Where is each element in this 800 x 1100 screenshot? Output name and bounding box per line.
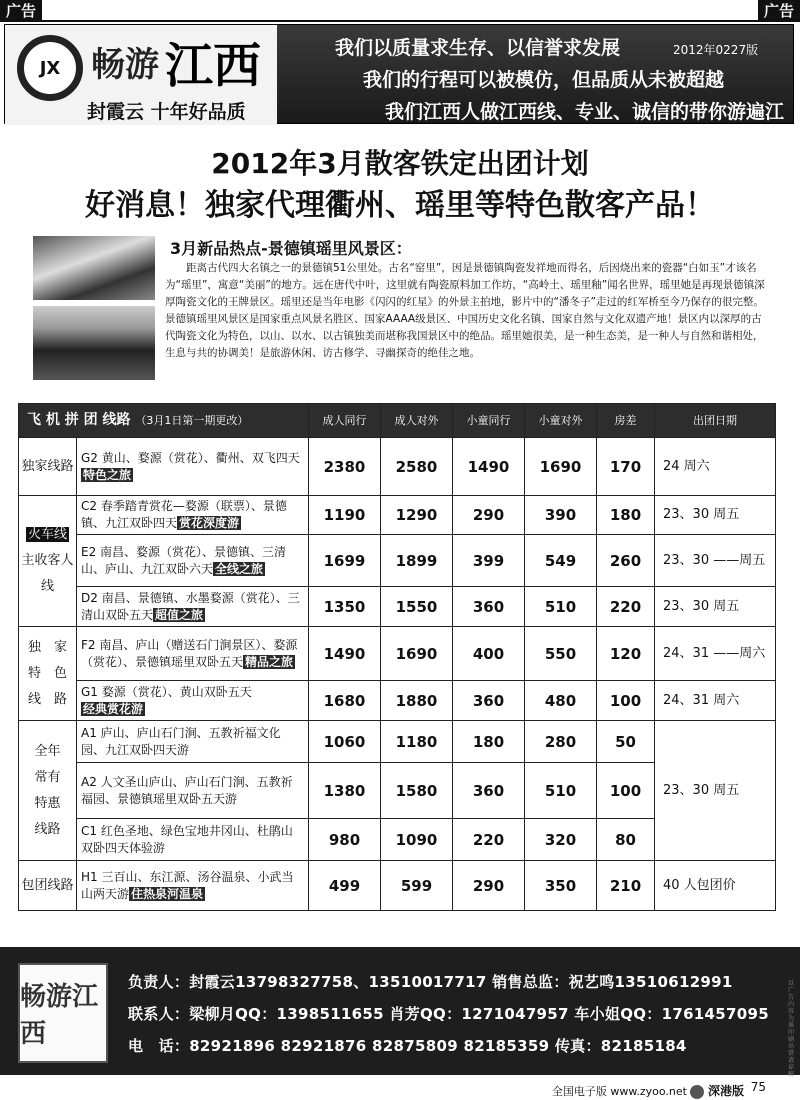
group-year-b: 常有	[34, 769, 61, 785]
route-tag: 精品之旅	[245, 654, 294, 669]
footer-site: 全国电子版 www.zyoo.net	[551, 1085, 687, 1098]
table-row	[19, 496, 776, 535]
route-tag: 住热泉河温泉	[131, 886, 204, 901]
price-adult-peer: 1060	[309, 721, 381, 763]
route-cell	[77, 861, 309, 911]
depart-date: 24、31 周六	[655, 681, 776, 721]
price-child-peer: 180	[453, 721, 525, 763]
contact-panel	[0, 947, 800, 1075]
contact-qq: 联系人：梁柳月QQ：1398511655 肖芳QQ：1271047957 车小姐QQ：1761457095	[128, 1005, 769, 1023]
table-row	[19, 438, 776, 496]
price-adult-peer: 1680	[309, 681, 381, 721]
header-banner	[4, 24, 794, 150]
contact-phone: 电 话：82921896 82921876 82875809 82185359 传真：82185184	[128, 1037, 687, 1055]
route-price-table	[18, 403, 776, 911]
col-adult-peer: 成人同行	[309, 404, 381, 438]
ad-label-right: 广告	[758, 0, 800, 22]
price-adult-public: 1180	[381, 721, 453, 763]
logo-mark-icon: JX	[17, 35, 83, 101]
group-year-round	[19, 721, 77, 861]
col-child-public: 小童对外	[525, 404, 597, 438]
table-row	[19, 721, 776, 763]
price-adult-peer: 2380	[309, 438, 381, 496]
room-diff: 210	[597, 861, 655, 911]
table-row	[19, 627, 776, 681]
group-train	[19, 496, 77, 627]
depart-date: 40 人包团价	[655, 861, 776, 911]
version-label: 2012年0227版	[673, 43, 759, 57]
top-divider	[0, 20, 800, 22]
group-train-label: 主收客人线	[21, 553, 74, 594]
table-row	[19, 681, 776, 721]
price-child-peer: 220	[453, 819, 525, 861]
depart-date: 23、30 周五	[655, 496, 776, 535]
price-child-public: 390	[525, 496, 597, 535]
route-text: E2 南昌、婺源（赏花）、景德镇、三清山、庐山、九江双卧六天	[81, 544, 287, 576]
price-adult-peer: 1490	[309, 627, 381, 681]
price-child-public: 550	[525, 627, 597, 681]
group-exclusive: 独家线路	[19, 438, 77, 496]
main-title: 2012年3月散客铁定出团计划	[211, 147, 589, 180]
route-cell	[77, 681, 309, 721]
price-adult-public: 1690	[381, 627, 453, 681]
price-adult-peer: 1190	[309, 496, 381, 535]
col-adult-public: 成人对外	[381, 404, 453, 438]
price-child-peer: 399	[453, 535, 525, 587]
price-child-public: 549	[525, 535, 597, 587]
price-adult-peer: 980	[309, 819, 381, 861]
price-adult-public: 1880	[381, 681, 453, 721]
room-diff: 260	[597, 535, 655, 587]
group-special	[19, 627, 77, 721]
room-diff: 180	[597, 496, 655, 535]
logo-panel	[5, 25, 277, 125]
header-title-text: 飞 机 拼 团 线路	[27, 412, 131, 428]
route-text: A1 庐山、庐山石门涧、五教祈福文化园、九江双卧四天游	[81, 725, 281, 757]
route-cell	[77, 763, 309, 819]
price-adult-public: 2580	[381, 438, 453, 496]
route-tag: 特色之旅	[83, 467, 132, 482]
price-child-peer: 290	[453, 496, 525, 535]
intro-paragraph: 距离古代四大名镇之一的景德镇51公里处。古名“窑里”，因是景德镇陶瓷发祥地而得名，后因烧出来的瓷器“白如玉”才该名为“瑶里”，寓意“美丽”的地方。远在唐代中叶，这里就有陶瓷原料加工作坊，“高岭土、瑶里釉”闻名世界，瑶里她是再现景德镇深厚陶瓷文化的王牌景区。瑶里还是当年电影《闪闪的红星》的外景主拍地，影片中的“潘冬子”走过的红军桥至今乃保存的很完整。景德镇瑶里风景区是国家重点风景名胜区、国家AAAA级景区、中国历史文化名镇、国家自然与文化双遗产地！景区内以深厚的古代陶瓷文化为特色，以山、以水、以古镇独美而堪称我国景区中的绝品。瑶里她很美，是一种生态美，是一种人与自然和谐相处，生息与共的协调美！是旅游休闲、访古修学、寻幽探奇的绝佳之地。	[165, 262, 765, 359]
route-text: H1 三百山、东江源、汤谷温泉、小武当山两天游	[81, 869, 294, 901]
price-child-public: 320	[525, 819, 597, 861]
room-diff: 80	[597, 819, 655, 861]
group-special-c: 线 路	[27, 691, 67, 707]
footer-edition: 深港版	[707, 1084, 744, 1098]
price-adult-public: 1899	[381, 535, 453, 587]
group-special-b: 特 色	[27, 665, 67, 681]
table-row	[19, 861, 776, 911]
slogan-line-1: 我们以质量求生存、以信誉求发展	[335, 37, 621, 59]
price-child-public: 510	[525, 763, 597, 819]
route-cell	[77, 819, 309, 861]
col-room: 房差	[597, 404, 655, 438]
header-note: （3月1日第一期更改）	[135, 414, 249, 427]
price-child-public: 510	[525, 587, 597, 627]
room-diff: 100	[597, 763, 655, 819]
room-diff: 50	[597, 721, 655, 763]
route-text: G1 婺源（赏花）、黄山双卧五天	[81, 684, 252, 699]
table-header-title	[19, 404, 309, 438]
price-child-peer: 360	[453, 681, 525, 721]
route-text: C1 红色圣地、绿色宝地井冈山、杜鹃山双卧四天体验游	[81, 823, 293, 855]
group-train-highlight: 火车线	[27, 527, 67, 542]
route-tag: 超值之旅	[155, 607, 204, 622]
group-year-a: 全年	[34, 743, 61, 759]
group-year-d: 线路	[34, 821, 61, 837]
price-adult-public: 1290	[381, 496, 453, 535]
route-tag: 赏花深度游	[179, 516, 240, 530]
slogan-line-2: 我们的行程可以被模仿，但品质从未被超越	[363, 69, 725, 91]
price-adult-public: 1550	[381, 587, 453, 627]
depart-date: 24、31 ——周六	[655, 627, 776, 681]
logo-brush-text: 江西	[165, 38, 262, 94]
price-child-public: 280	[525, 721, 597, 763]
logo-name: 畅游	[91, 45, 159, 85]
route-text: F2 南昌、庐山（赠送石门涧景区）、婺源（赏花）、景德镇瑶里双卧五天	[81, 637, 298, 669]
group-year-c: 特惠	[34, 795, 61, 811]
route-text: C2 春季踏青赏花—婺源（联票）、景德镇、九江双卧四天	[81, 499, 287, 530]
depart-date: 23、30 周五	[655, 587, 776, 627]
price-child-public: 1690	[525, 438, 597, 496]
village-photo	[33, 306, 155, 380]
route-cell	[77, 721, 309, 763]
route-cell	[77, 587, 309, 627]
room-diff: 100	[597, 681, 655, 721]
footer	[552, 1082, 744, 1099]
depart-date: 23、30 周五	[655, 721, 776, 861]
route-cell	[77, 627, 309, 681]
intro-heading: 3月新品热点-景德镇瑶里风景区：	[170, 239, 412, 258]
route-cell	[77, 496, 309, 535]
route-tag: 经典赏花游	[83, 701, 144, 716]
room-diff: 220	[597, 587, 655, 627]
price-adult-peer: 1350	[309, 587, 381, 627]
route-text: D2 南昌、景德镇、水墨婺源（赏花）、三清山双卧五天	[81, 590, 300, 622]
route-cell	[77, 535, 309, 587]
depart-date: 24 周六	[655, 438, 776, 496]
col-child-peer: 小童同行	[453, 404, 525, 438]
price-child-peer: 400	[453, 627, 525, 681]
price-adult-peer: 499	[309, 861, 381, 911]
price-child-peer: 360	[453, 763, 525, 819]
room-diff: 120	[597, 627, 655, 681]
route-tag: 全线之旅	[215, 561, 264, 576]
price-child-public: 480	[525, 681, 597, 721]
group-charter: 包团线路	[19, 861, 77, 911]
price-child-public: 350	[525, 861, 597, 911]
table-row	[19, 587, 776, 627]
ad-label-left: 广告	[0, 0, 42, 22]
price-adult-public: 599	[381, 861, 453, 911]
depart-date: 23、30 ——周五	[655, 535, 776, 587]
subtitle-headline: 好消息！独家代理衢州、瑶里等特色散客产品！	[85, 188, 715, 223]
price-adult-peer: 1380	[309, 763, 381, 819]
price-adult-peer: 1699	[309, 535, 381, 587]
table-row	[19, 535, 776, 587]
page-number: 75	[750, 1080, 766, 1094]
print-note: 以广告内容为准印刷出错请谅解	[788, 980, 795, 1078]
emblem-icon	[690, 1085, 704, 1099]
slogan-line-3: 我们江西人做江西线、专业、诚信的带你游遍江西	[385, 101, 785, 150]
price-child-peer: 360	[453, 587, 525, 627]
route-cell	[77, 438, 309, 496]
price-child-peer: 290	[453, 861, 525, 911]
waterfall-photo	[33, 236, 155, 300]
contact-managers: 负责人：封霞云13798327758、13510017717 销售总监：祝艺鸣13510612991	[128, 973, 733, 991]
price-adult-public: 1580	[381, 763, 453, 819]
route-text: G2 黄山、婺源（赏花）、衢州、双飞四天	[81, 450, 300, 465]
col-date: 出团日期	[655, 404, 776, 438]
route-text: A2 人文圣山庐山、庐山石门涧、五教祈福园、景德镇瑶里双卧五天游	[81, 774, 293, 806]
logo-subtitle: 封霞云 十年好品质	[87, 101, 246, 123]
price-adult-public: 1090	[381, 819, 453, 861]
table-header-row	[19, 404, 776, 438]
room-diff: 170	[597, 438, 655, 496]
calligraphy-logo: 畅游江西	[18, 963, 108, 1063]
group-special-a: 独 家	[27, 639, 67, 655]
price-child-peer: 1490	[453, 438, 525, 496]
